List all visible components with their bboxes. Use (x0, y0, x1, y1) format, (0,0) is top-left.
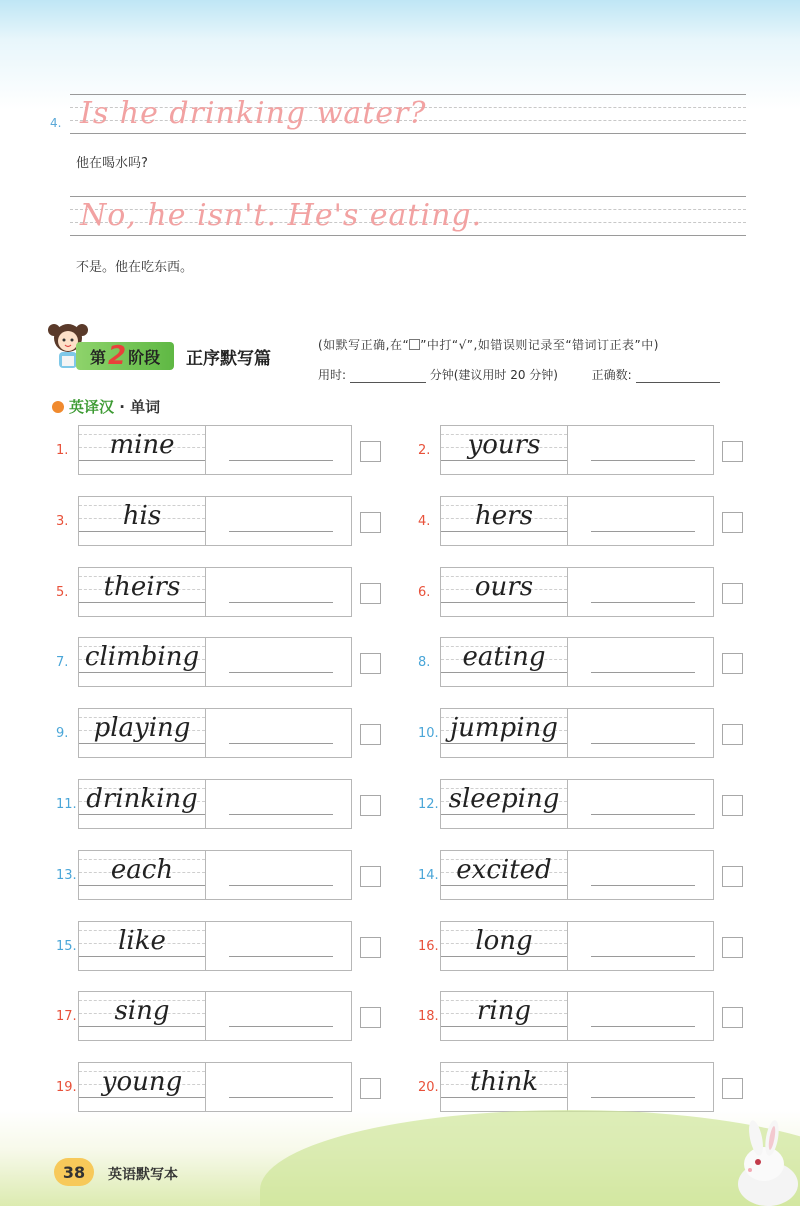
translation-answer-line[interactable] (591, 672, 695, 673)
translation-answer-line[interactable] (229, 531, 333, 532)
word-item (56, 1062, 412, 1114)
check-box[interactable] (722, 795, 743, 816)
instruction-text: (如默写正确,在“ (318, 338, 410, 352)
translation-answer-line[interactable] (591, 814, 695, 815)
word-item (56, 779, 412, 831)
word-item (56, 708, 412, 760)
word-item (56, 991, 412, 1043)
check-box[interactable] (722, 653, 743, 674)
check-box[interactable] (722, 866, 743, 887)
word-number: 10. (418, 726, 439, 742)
word-writing-box (440, 991, 714, 1041)
check-box[interactable] (722, 937, 743, 958)
word-number: 15. (56, 938, 77, 954)
translation-answer-line[interactable] (591, 460, 695, 461)
word-writing-box (440, 425, 714, 475)
word-writing-box (78, 779, 352, 829)
sentence-writing-lines (70, 196, 746, 242)
word-number: 7. (56, 655, 69, 671)
english-word: sing (114, 996, 170, 1027)
word-item (56, 496, 412, 548)
check-box[interactable] (722, 441, 743, 462)
check-box[interactable] (360, 866, 381, 887)
translation-answer-line[interactable] (591, 743, 695, 744)
word-item (418, 991, 774, 1043)
english-word: long (475, 925, 533, 956)
time-row (318, 366, 720, 383)
check-box[interactable] (360, 583, 381, 604)
page-number: 38 (54, 1158, 94, 1186)
time-label: 用时: (318, 368, 347, 382)
english-word: ring (476, 996, 532, 1027)
word-writing-box (440, 1062, 714, 1112)
english-word: sleeping (448, 784, 560, 814)
english-word: each (110, 854, 174, 885)
translation-answer-line[interactable] (229, 1097, 333, 1098)
translation-answer-line[interactable] (229, 956, 333, 957)
word-number: 8. (418, 655, 431, 671)
word-number: 5. (56, 584, 69, 600)
time-blank[interactable] (350, 382, 426, 383)
checkbox-icon (409, 339, 420, 350)
word-item (56, 921, 412, 973)
word-writing-box (440, 708, 714, 758)
word-writing-box (78, 425, 352, 475)
sentence-writing-lines (70, 94, 746, 140)
stage-prefix: 第 (90, 347, 107, 367)
grass-hill (260, 1110, 800, 1206)
word-writing-box (440, 637, 714, 687)
english-word: like (118, 925, 166, 956)
translation-answer-line[interactable] (591, 1097, 695, 1098)
check-box[interactable] (360, 441, 381, 462)
word-number: 3. (56, 513, 69, 529)
word-writing-box (78, 567, 352, 617)
section-title: 英译汉 (69, 398, 115, 416)
english-word: young (101, 1067, 183, 1098)
word-number: 9. (56, 726, 69, 742)
check-box[interactable] (360, 1007, 381, 1028)
word-writing-box (78, 708, 352, 758)
word-number: 4. (418, 513, 431, 529)
english-word: mine (109, 430, 175, 460)
word-item (418, 850, 774, 902)
word-item (418, 1062, 774, 1114)
check-box[interactable] (360, 795, 381, 816)
section-label (52, 396, 160, 417)
word-number: 17. (56, 1009, 77, 1025)
stage-title: 正序默写篇 (186, 349, 271, 369)
english-word: theirs (103, 571, 181, 602)
word-writing-box (440, 850, 714, 900)
rabbit-icon (728, 1120, 800, 1206)
english-word: think (469, 1067, 538, 1098)
word-number: 20. (418, 1080, 439, 1096)
check-box[interactable] (360, 937, 381, 958)
bullet-icon (52, 401, 64, 413)
check-box[interactable] (722, 583, 743, 604)
english-word: his (122, 500, 162, 531)
sentence-english: No, he isn't. He's eating. (80, 198, 483, 233)
word-item (56, 850, 412, 902)
stage-badge (46, 322, 174, 374)
stage-label (76, 342, 174, 370)
word-item (56, 567, 412, 619)
check-box[interactable] (722, 1007, 743, 1028)
word-item (418, 921, 774, 973)
sentence-chinese: 不是。他在吃东西。 (76, 260, 194, 275)
word-item (418, 567, 774, 619)
word-item (56, 637, 412, 689)
translation-answer-line[interactable] (229, 885, 333, 886)
word-item (56, 425, 412, 477)
section-subtitle: · 单词 (119, 398, 161, 416)
translation-answer-line[interactable] (229, 743, 333, 744)
english-word: drinking (86, 784, 198, 814)
word-item (418, 496, 774, 548)
translation-answer-line[interactable] (591, 956, 695, 957)
word-writing-box (78, 637, 352, 687)
translation-answer-line[interactable] (591, 602, 695, 603)
translation-answer-line[interactable] (591, 1026, 695, 1027)
word-writing-box (78, 1062, 352, 1112)
english-word: hers (475, 500, 533, 531)
check-box[interactable] (722, 724, 743, 745)
english-word: excited (456, 854, 552, 885)
stage-number: 2 (108, 341, 127, 371)
word-number: 6. (418, 584, 431, 600)
word-number: 11. (56, 797, 77, 812)
word-writing-box (440, 779, 714, 829)
word-number: 18. (418, 1009, 439, 1025)
translation-answer-line[interactable] (229, 1026, 333, 1027)
word-item (418, 425, 774, 477)
english-word: climbing (84, 642, 200, 673)
word-writing-box (440, 567, 714, 617)
word-number: 13. (56, 867, 77, 883)
check-box[interactable] (722, 1078, 743, 1099)
translation-answer-line[interactable] (229, 814, 333, 815)
minutes-label: 分钟(建议用时 20 分钟) (429, 368, 558, 382)
word-writing-box (78, 496, 352, 546)
english-word: yours (467, 430, 541, 460)
correct-count-label: 正确数: (591, 368, 632, 382)
check-box[interactable] (360, 512, 381, 533)
translation-answer-line[interactable] (591, 885, 695, 886)
check-box[interactable] (360, 1078, 381, 1099)
word-writing-box (78, 921, 352, 971)
check-box[interactable] (722, 512, 743, 533)
word-number: 19. (56, 1080, 77, 1096)
translation-answer-line[interactable] (229, 602, 333, 603)
word-writing-box (78, 850, 352, 900)
stage-suffix: 阶段 (128, 347, 161, 367)
english-word: eating (462, 642, 546, 673)
word-number: 16. (418, 938, 439, 954)
sentence-chinese: 他在喝水吗? (76, 156, 148, 171)
sentence-number: 4. (50, 116, 62, 130)
check-box[interactable] (360, 653, 381, 674)
english-word: ours (474, 571, 534, 602)
sentence-english: Is he drinking water? (80, 96, 427, 131)
correct-count-blank[interactable] (636, 382, 720, 383)
instruction-text-tail: ”中打“√”,如错误则记录至“错词订正表”中) (420, 338, 659, 352)
book-title: 英语默写本 (108, 1167, 178, 1183)
word-item (418, 708, 774, 760)
instructions (318, 336, 659, 353)
check-box[interactable] (360, 724, 381, 745)
word-writing-box (440, 921, 714, 971)
translation-answer-line[interactable] (229, 460, 333, 461)
word-writing-box (78, 991, 352, 1041)
word-number: 12. (418, 797, 439, 812)
translation-answer-line[interactable] (591, 531, 695, 532)
word-writing-box (440, 496, 714, 546)
word-number: 1. (56, 443, 69, 458)
word-number: 2. (418, 443, 431, 458)
word-item (418, 637, 774, 689)
english-word: playing (93, 713, 191, 744)
translation-answer-line[interactable] (229, 672, 333, 673)
english-word: jumping (450, 713, 558, 744)
word-number: 14. (418, 867, 439, 883)
word-item (418, 779, 774, 831)
